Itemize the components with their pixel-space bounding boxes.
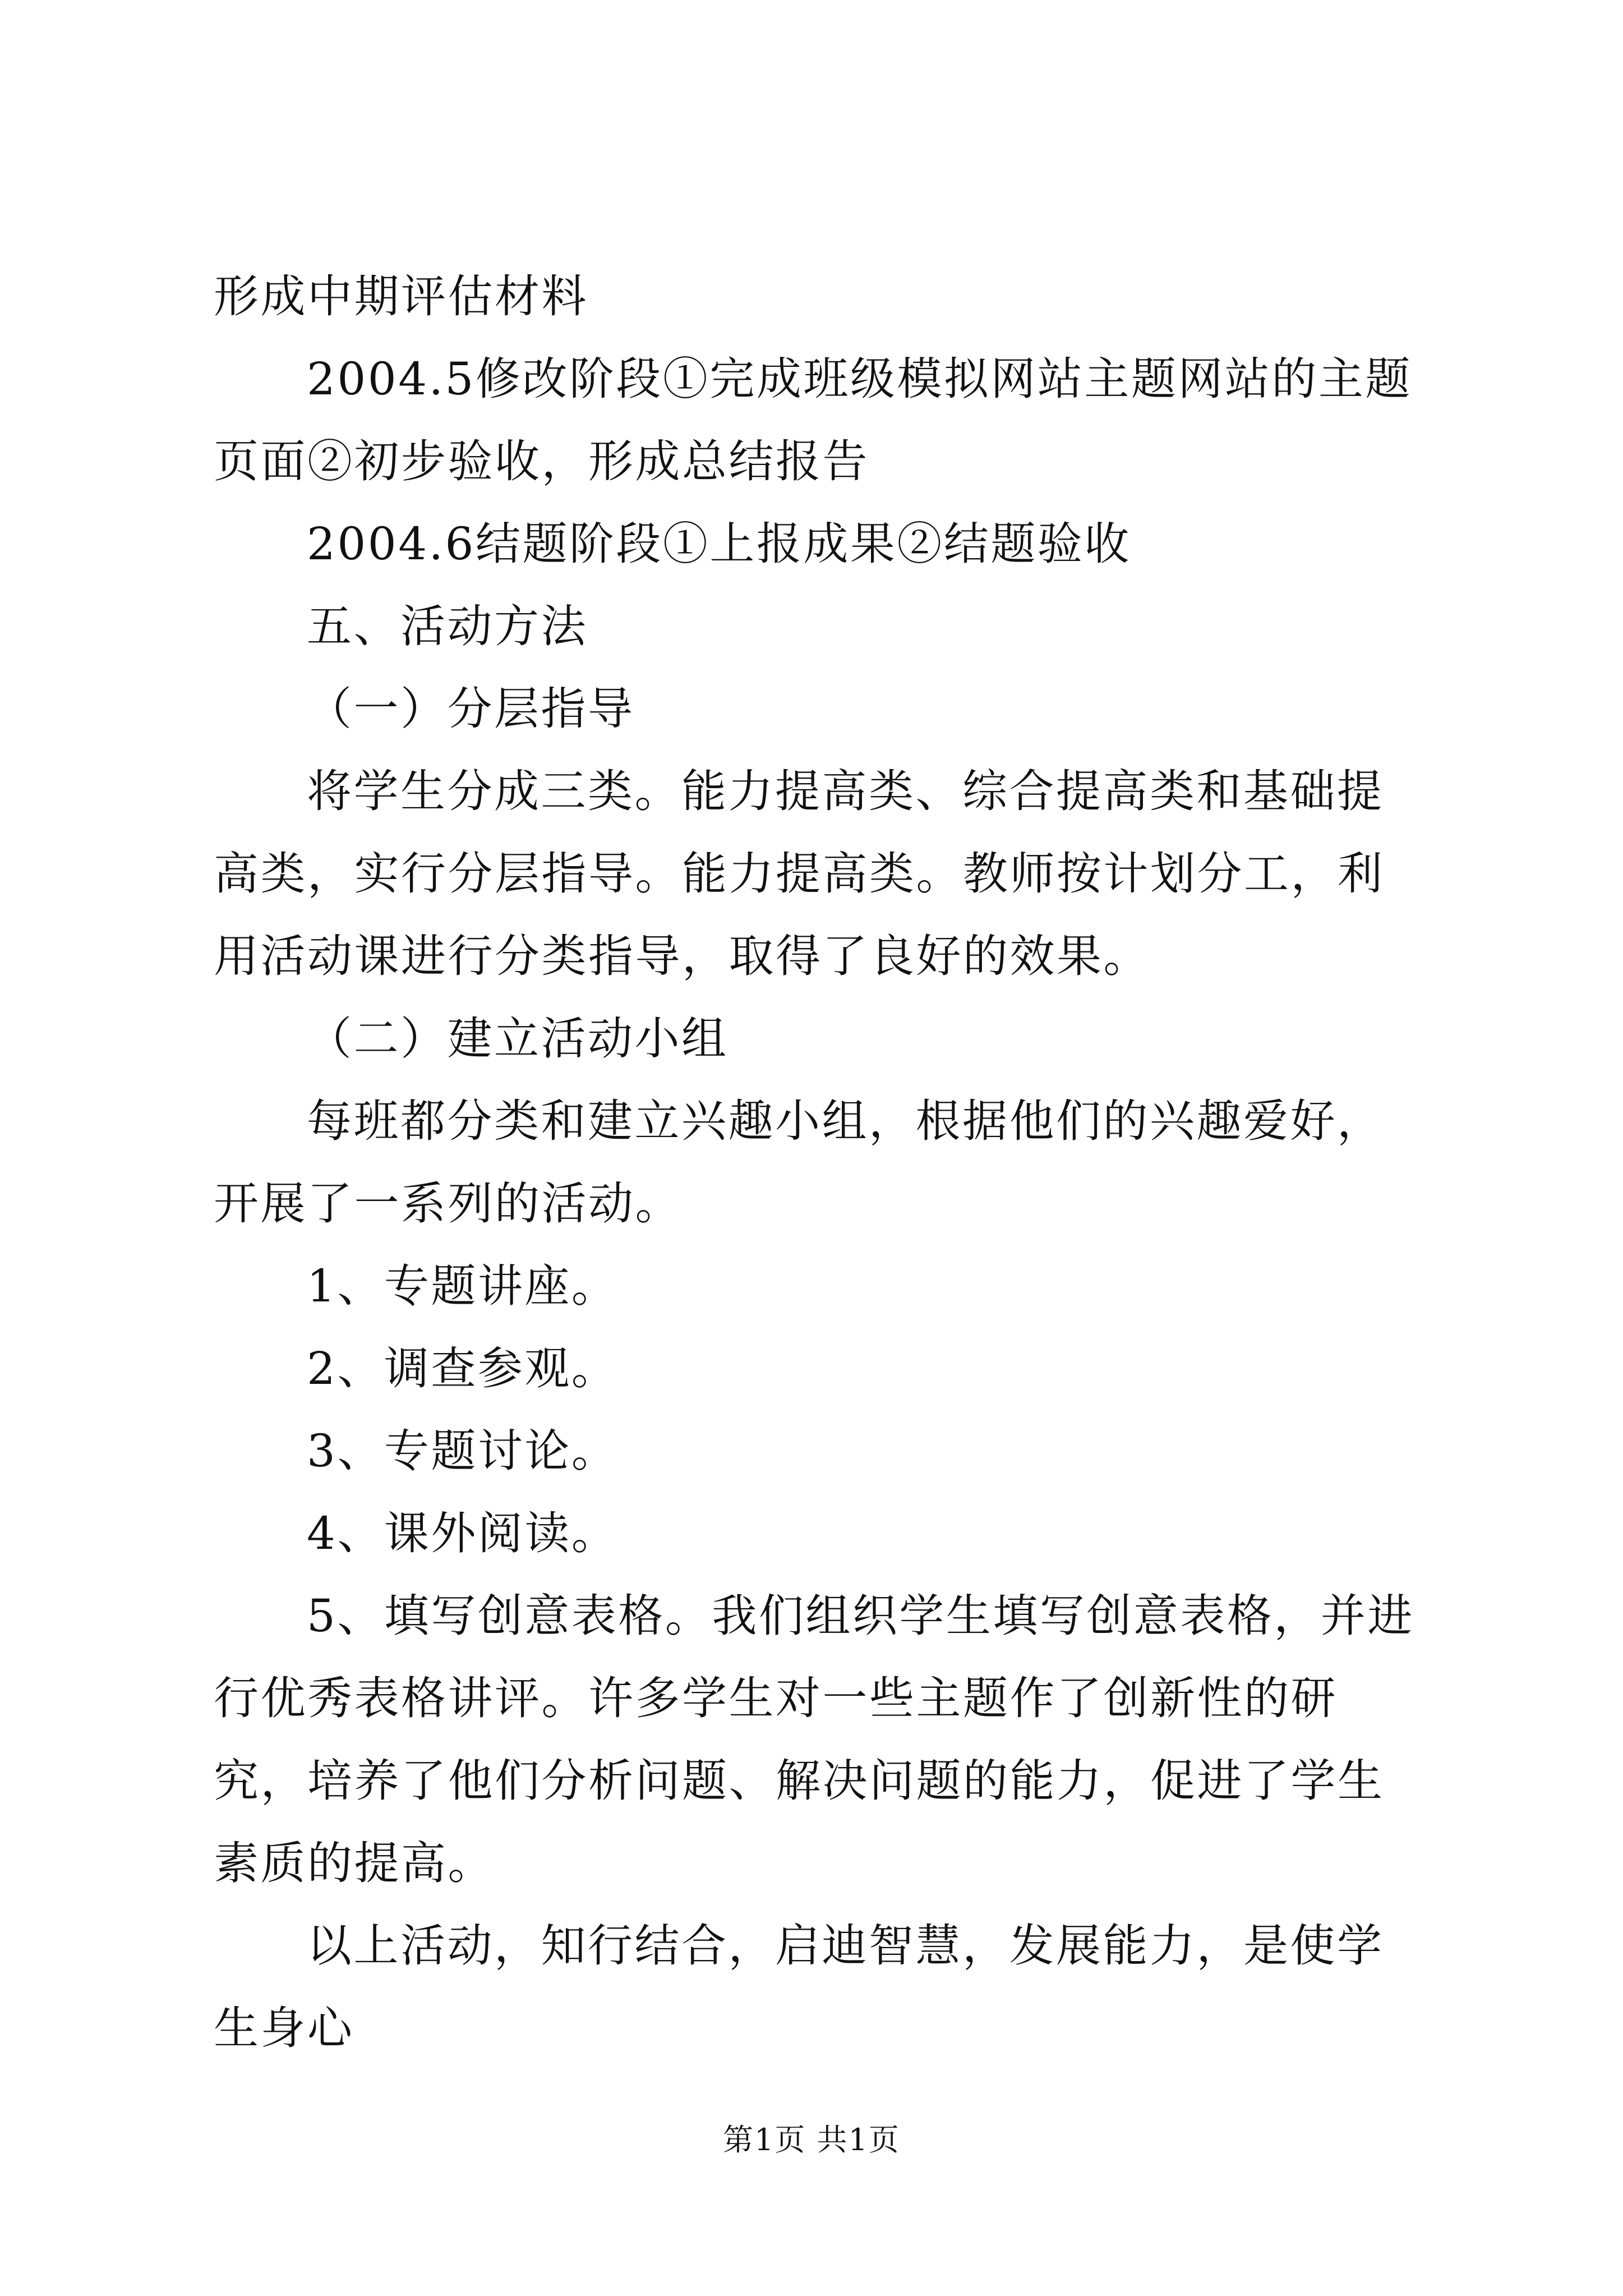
list-item-3: 3、专题讨论。 xyxy=(307,1425,619,1477)
list-item-4: 4、课外阅读。 xyxy=(307,1507,619,1559)
list-item-2: 2、调查参观。 xyxy=(307,1342,619,1395)
paragraph-activity-groups: 每班都分类和建立兴趣小组，根据他们的兴趣爱好，开展了一系列的活动。 xyxy=(214,1095,1384,1230)
paragraph-3: 2004.6结题阶段①上报成果②结题验收 xyxy=(307,518,1131,570)
paragraph-2: 2004.5修改阶段①完成班级模拟网站主题网站的主题页面②初步验收，形成总结报告 xyxy=(214,353,1412,487)
subheading-2: （二）建立活动小组 xyxy=(307,1013,728,1065)
paragraph-layered-guidance: 将学生分成三类。能力提高类、综合提高类和基础提高类，实行分层指导。能力提高类。教师按计划分工，利用活动课进行分类指导，取得了良好的效果。 xyxy=(214,765,1385,982)
document-body xyxy=(214,255,1425,2069)
paragraph-1: 形成中期评估材料 xyxy=(214,270,588,323)
list-item-1: 1、专题讲座。 xyxy=(307,1260,619,1312)
subheading-1: （一）分层指导 xyxy=(307,683,635,735)
section-heading-5: 五、活动方法 xyxy=(307,600,588,652)
page-footer: 第1页 共1页 xyxy=(723,2122,900,2157)
list-item-5: 5、填写创意表格。我们组织学生填写创意表格，并进行优秀表格讲评。许多学生对一些主题作了创新性的研究，培养了他们分析问题、解决问题的能力，促进了学生素质的提高。 xyxy=(214,1590,1414,1889)
paragraph-summary: 以上活动，知行结合，启迪智慧，发展能力，是使学生身心 xyxy=(214,1920,1384,2054)
